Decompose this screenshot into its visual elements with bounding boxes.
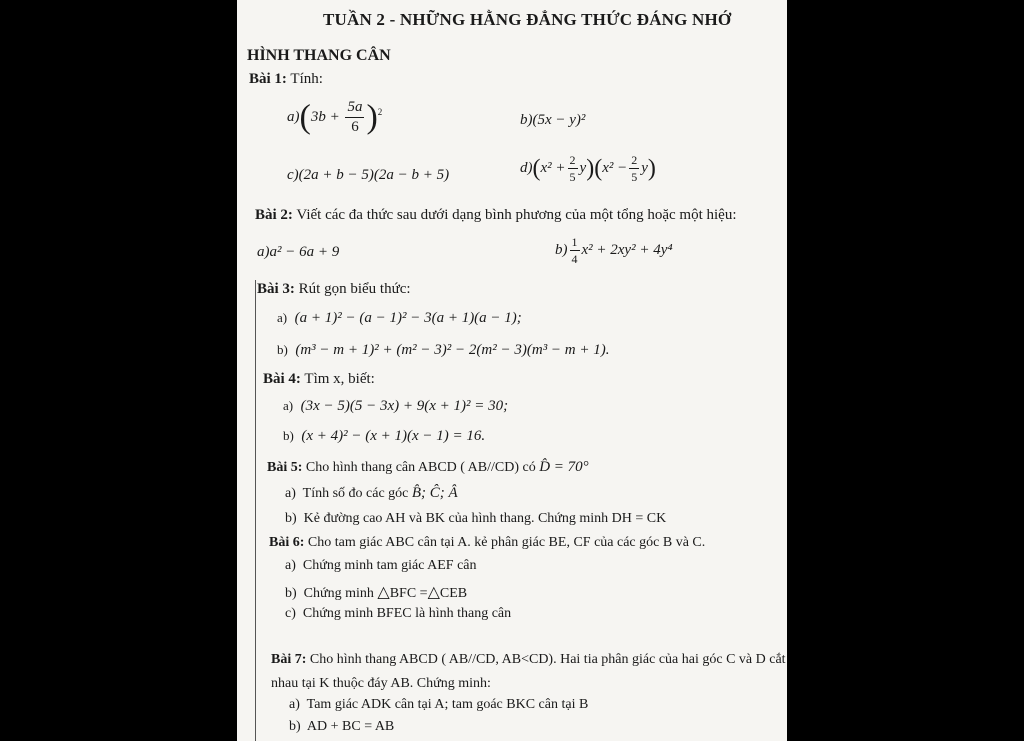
bai1-b-expr: (5x − y)² (532, 112, 586, 128)
bai2-a-expr: a² − 6a + 9 (269, 244, 340, 260)
bai1-d-fraction2 (629, 154, 639, 183)
bai3-b-label: b) (277, 342, 288, 357)
bai3-a-expr: (a + 1)² − (a − 1)² − 3(a + 1)(a − 1); (294, 310, 522, 326)
bai6-c-text: Chứng minh BFEC là hình thang cân (302, 606, 512, 621)
bai6-b-label: b) (285, 586, 297, 601)
bai4-b-label: b) (283, 428, 294, 443)
bai3-a (277, 310, 522, 327)
bai1-a-pre: 3b + (310, 108, 340, 125)
bai1-a-fraction (345, 100, 364, 135)
bai7-a-label: a) (289, 697, 300, 712)
bai6-heading (269, 535, 705, 551)
bai3-label: Bài 3: (257, 281, 295, 297)
bai5-label: Bài 5: (267, 460, 303, 475)
bai1-d-den: 5 (569, 170, 576, 184)
bai1-a-den: 6 (351, 119, 359, 135)
bai6-text: Cho tam giác ABC cân tại A. kẻ phân giác BE, CF của các góc B và C. (307, 535, 706, 550)
bai3-b-expr: (m³ − m + 1)² + (m² − 3)² − 2(m² − 3)(m³ − m + 1). (295, 342, 610, 358)
bai7-heading (271, 652, 786, 668)
bai2-b-fraction (570, 236, 580, 265)
triangle-icon: △ (427, 584, 440, 601)
bai6-c (285, 606, 511, 622)
bai5-a-label: a) (285, 486, 296, 501)
section-heading: HÌNH THANG CÂN (247, 47, 391, 64)
page-title: TUẦN 2 - NHỮNG HẰNG ĐẲNG THỨC ĐÁNG NHỚ (323, 10, 732, 29)
bai6-c-label: c) (285, 606, 296, 621)
bai7-a-text: Tam giác ADK cân tại A; tam goác BKC cân tại B (306, 697, 589, 712)
bai1-d-num: 2 (569, 153, 576, 167)
bai3-a-label: a) (277, 310, 288, 325)
bai2-b-num: 1 (571, 235, 578, 249)
bai1-b-label: b) (520, 112, 533, 128)
bai2-b (555, 236, 673, 265)
bai1-d-label: d) (520, 159, 533, 176)
bai1-c (287, 167, 449, 184)
bai6-b-mid: BFC = (389, 586, 428, 601)
bai6-a-text: Chứng minh tam giác AEF cân (302, 558, 477, 573)
bai5-b (285, 511, 666, 527)
bai3-heading (257, 281, 411, 298)
bai1-a: a)(3b + $\frac{5a}{6}$ )$^2$ (287, 98, 383, 136)
bai2-b-label: b) (555, 241, 568, 258)
bai4-text: Tìm x, biết: (304, 371, 375, 387)
bai6-b-end: CEB (439, 586, 468, 601)
bai2-a (257, 244, 339, 261)
bai7-b-text: AD + BC = AB (306, 719, 395, 734)
bai2-heading (255, 207, 737, 224)
bai5-text: Cho hình thang cân ABCD ( AB//CD) có (305, 460, 536, 475)
bai4-a-expr: (3x − 5)(5 − 3x) + 9(x + 1)² = 30; (300, 398, 509, 414)
bai6-a-label: a) (285, 558, 296, 573)
bai6-label: Bài 6: (269, 535, 305, 550)
bai1-a-num: 5a (345, 100, 364, 118)
bai4-b (283, 428, 485, 445)
bai1-d-p4: y (641, 159, 648, 176)
bai2-a-label: a) (257, 244, 270, 260)
bai2-label: Bài 2: (255, 207, 293, 223)
bai1-label: Bài 1: (249, 71, 287, 87)
bai4-b-expr: (x + 4)² − (x + 1)(x − 1) = 16. (301, 428, 486, 444)
bai1-a-label: a) (287, 108, 300, 125)
bai1-d-p2: y (579, 159, 587, 176)
bai4-label: Bài 4: (263, 371, 301, 387)
bai6-a (285, 558, 477, 574)
bai7-text2: nhau tại K thuộc đáy AB. Chứng minh: (271, 676, 491, 691)
bai2-b-den: 4 (571, 252, 578, 266)
bai7-text1: Cho hình thang ABCD ( AB//CD, AB<CD). Hai tia phân giác của hai góc C và D cắt (309, 652, 786, 667)
bai1-d: d)(x² + $\frac{2}{5}$ y)(x² − $\frac{2}{5}$ y) (520, 153, 656, 184)
bai5-b-label: b) (285, 511, 297, 526)
bai4-a-label: a) (283, 398, 294, 413)
bai6-b (285, 582, 467, 602)
bai7-a (289, 697, 588, 713)
bai4-heading (263, 371, 375, 388)
bai3-b (277, 342, 610, 359)
bai1-d-fraction1 (568, 154, 578, 183)
bai1-d-num2: 2 (631, 153, 638, 167)
document-page (237, 0, 787, 741)
margin-line (255, 280, 256, 741)
bai1-text: Tính: (290, 71, 323, 87)
bai1-d-p1: x² + (540, 159, 566, 176)
bai1-d-den2: 5 (631, 170, 638, 184)
bai5-a-angles: B̂; Ĉ; Â (411, 485, 458, 501)
bai1-c-expr: (2a + b − 5)(2a − b + 5) (298, 167, 450, 183)
bai1-d-p3: x² − (602, 159, 628, 176)
triangle-icon: △ (377, 584, 390, 601)
bai5-heading (267, 459, 589, 476)
bai2-text: Viết các đa thức sau dưới dạng bình phương của một tổng hoặc một hiệu: (296, 207, 737, 223)
bai5-a (285, 485, 458, 502)
bai5-angle: D̂ = 70° (539, 459, 589, 475)
bai4-a (283, 398, 508, 415)
bai5-a-text: Tính số đo các góc (302, 486, 409, 501)
bai7-b (289, 719, 394, 735)
bai7-label: Bài 7: (271, 652, 307, 667)
bai1-heading (249, 71, 323, 88)
bai5-b-text: Kẻ đường cao AH và BK của hình thang. Chứng minh DH = CK (303, 511, 667, 526)
bai1-c-label: c) (287, 167, 299, 183)
bai3-text: Rút gọn biểu thức: (298, 281, 411, 297)
bai1-b (520, 112, 585, 129)
bai7-b-label: b) (289, 719, 301, 734)
bai2-b-expr: x² + 2xy² + 4y⁴ (581, 241, 673, 258)
bai6-b-text: Chứng minh (303, 586, 374, 601)
